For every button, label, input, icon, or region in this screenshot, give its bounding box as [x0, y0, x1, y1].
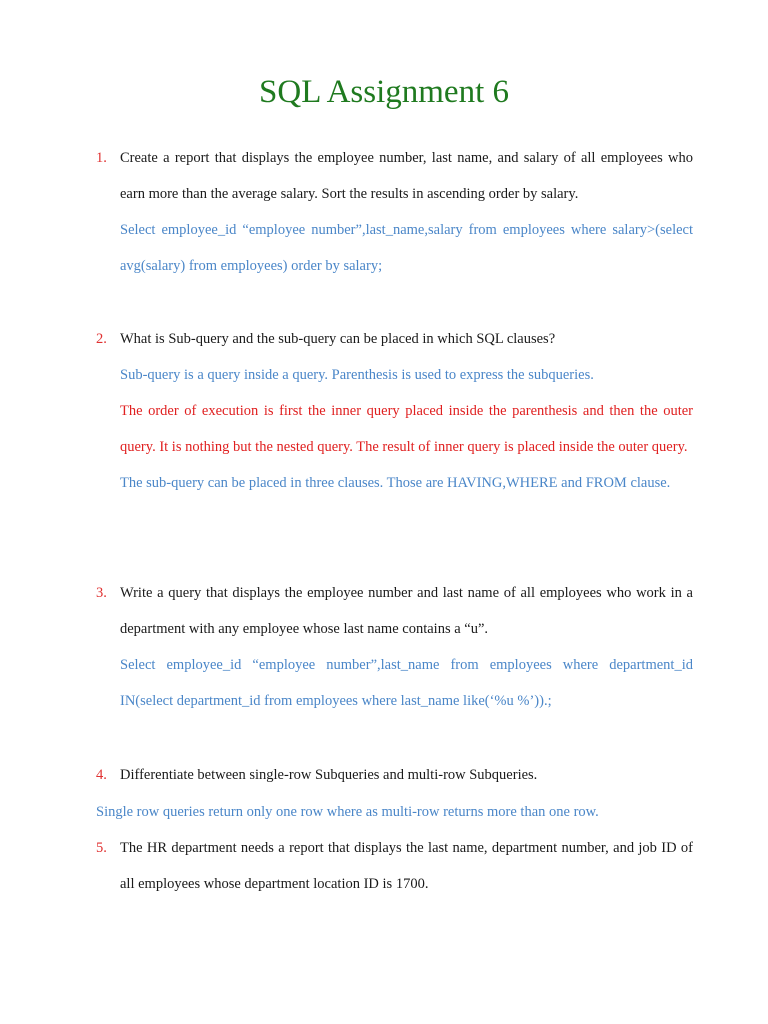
question-number: 1. — [96, 150, 107, 166]
question-text: Differentiate between single-row Subqueries and multi-row Subqueries. — [120, 767, 538, 783]
answer-text: Sub-query is a query inside a query. Parenthesis is used to express the subqueries. — [120, 367, 594, 383]
answer-text: Select employee_id “employee number”,last_name,salary from employees where salary>(select avg(salary) from employees) order by salary; — [120, 222, 693, 274]
question-number: 2. — [96, 331, 107, 347]
question-5 — [96, 830, 693, 902]
question-1 — [96, 140, 693, 284]
question-text: The HR department needs a report that displays the last name, department number, and job ID of all employees whose department location ID is 1700. — [120, 840, 693, 892]
answer-text: Select employee_id “employee number”,last_name from employees where department_id IN(select department_id from employees where last_name like(‘%u %’)).; — [120, 657, 693, 709]
question-3 — [96, 575, 693, 719]
question-number: 4. — [96, 767, 107, 783]
question-number: 5. — [96, 840, 107, 856]
page-title: SQL Assignment 6 — [259, 74, 509, 110]
question-2 — [96, 321, 693, 501]
answer-text: The sub-query can be placed in three clauses. Those are HAVING,WHERE and FROM clause. — [120, 475, 671, 491]
question-number: 3. — [96, 585, 107, 601]
question-text: What is Sub-query and the sub-query can be placed in which SQL clauses? — [120, 331, 556, 347]
question-text: Create a report that displays the employee number, last name, and salary of all employees who earn more than the average salary. Sort the results in ascending order by salary. — [120, 150, 693, 202]
question-text: Write a query that displays the employee number and last name of all employees who work in a department with any employee whose last name contains a “u”. — [120, 585, 693, 637]
answer-text-highlight: The order of execution is first the inner query placed inside the parenthesis and then the outer query. It is nothing but the nested query. The result of inner query is placed inside the outer query. — [120, 403, 693, 455]
question-4 — [96, 757, 693, 793]
answer-text: Single row queries return only one row where as multi-row returns more than one row. — [96, 804, 599, 820]
